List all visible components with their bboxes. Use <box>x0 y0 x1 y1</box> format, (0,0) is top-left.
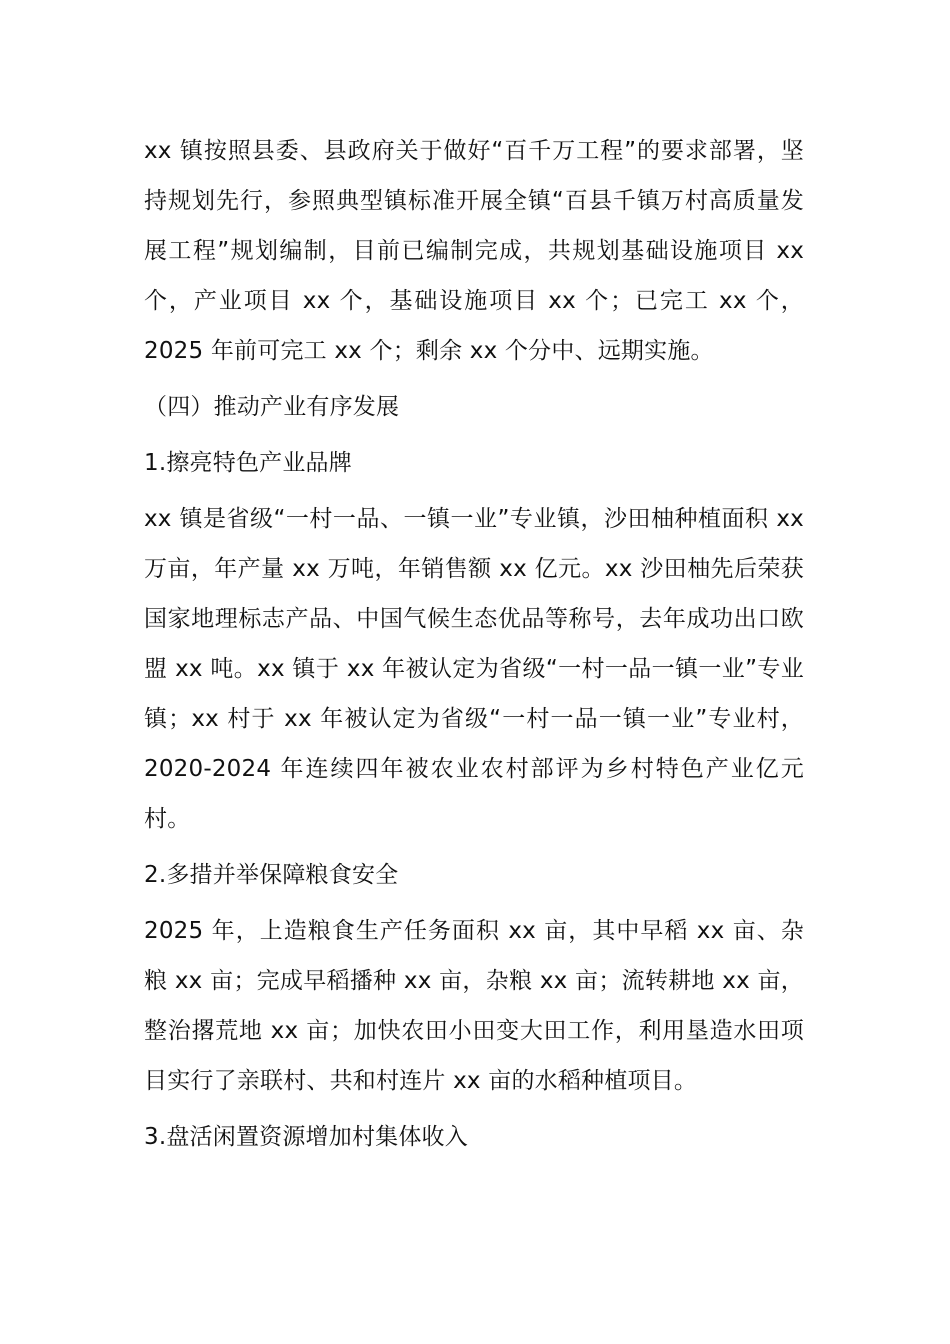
paragraph-brand: xx 镇是省级“一村一品、一镇一业”专业镇，沙田柚种植面积 xx 万亩，年产量 xx 万吨，年销售额 xx 亿元。xx 沙田柚先后荣获国家地理标志产品、中国气候生态优品等称号，去年成功出口欧盟 xx 吨。xx 镇于 xx 年被认定为省级“一村一品一镇一业”专业镇；xx 村于 xx 年被认定为省级“一村一品一镇一业”专业村，2020-2024 年连续四年被农业农村部评为乡村特色产业亿元村。 <box>144 506 804 832</box>
section-heading: （四）推动产业有序发展 <box>144 394 400 420</box>
subheading-brand: 1.擦亮特色产业品牌 <box>144 450 352 476</box>
document-body <box>144 126 804 1168</box>
subheading-food-security: 2.多措并举保障粮食安全 <box>144 862 399 888</box>
paragraph-food-security: 2025 年，上造粮食生产任务面积 xx 亩，其中早稻 xx 亩、杂粮 xx 亩；完成早稻播种 xx 亩，杂粮 xx 亩；流转耕地 xx 亩，整治撂荒地 xx 亩；加快农田小田变大田工作，利用垦造水田项目实行了亲联村、共和村连片 xx 亩的水稻种植项目。 <box>144 918 804 1094</box>
paragraph-planning: xx 镇按照县委、县政府关于做好“百千万工程”的要求部署，坚持规划先行，参照典型镇标准开展全镇“百县千镇万村高质量发展工程”规划编制，目前已编制完成，共规划基础设施项目 xx 个，产业项目 xx 个，基础设施项目 xx 个；已完工 xx 个，2025 年前可完工 xx 个；剩余 xx 个分中、远期实施。 <box>144 138 804 364</box>
subheading-collective-income: 3.盘活闲置资源增加村集体收入 <box>144 1124 468 1150</box>
